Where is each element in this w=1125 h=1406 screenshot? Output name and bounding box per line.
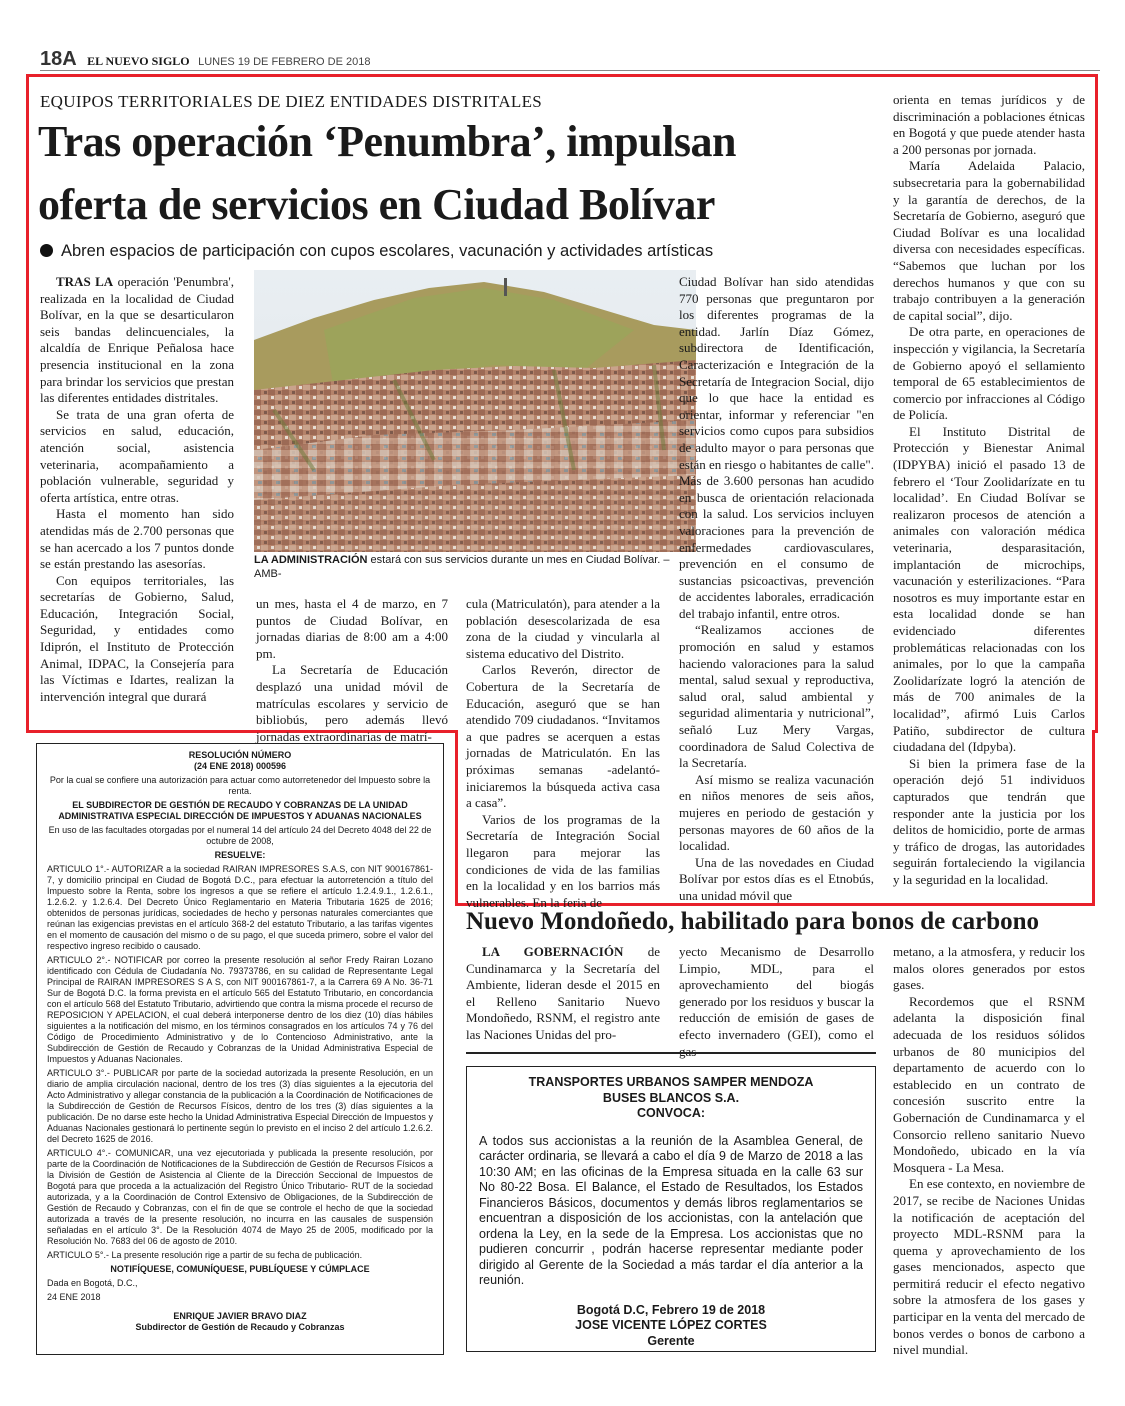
article-column-4 xyxy=(679,274,874,905)
paragraph: “Realizamos acciones de promoción en salud y estamos haciendo valoraciones para la salud mental, salud sexual y reproductiva, salud oral, salud ambiental y seguridad alimentaria y nutricional”, señaló Luz Mery Vargas, coordinadora de Salud Colectiva de la Secretaría. xyxy=(679,622,874,771)
header-rule xyxy=(40,70,1100,71)
resolution-given: Dada en Bogotá, D.C., xyxy=(47,1278,138,1288)
paragraph: María Adelaida Palacio, subsecretaria para la gobernabilidad y la garantía de derechos, de la Secretaría de Gobierno, aseguró que Ciudad Bolívar es una localidad diversa con necesidades específicas. “Sabemos que luchan por los derechos humanos y que con su trabajo contribuyen a la generación de capital social”, dijo. xyxy=(893,158,1085,323)
article-column-3 xyxy=(466,596,660,911)
paragraph-text: operación 'Penumbra', realizada en la localidad de Ciudad Bolívar, en la que se desarticularon seis bandas delincuenciales, la alcaldía de Enrique Peñalosa hace presencia institucional en la zona para brindar los servicios que prestan las diferentes entidades distritales. xyxy=(40,274,234,406)
resolution-closing: NOTIFÍQUESE, COMUNÍQUESE, PUBLÍQUESE Y CÚMPLACE xyxy=(110,1264,370,1274)
masthead: EL NUEVO SIGLO xyxy=(87,54,190,68)
notice-signer: JOSE VICENTE LÓPEZ CORTES xyxy=(575,1318,767,1332)
resolution-title: RESOLUCIÓN NÚMERO xyxy=(188,750,292,760)
paragraph: Con equipos territoriales, las secretarías de Gobierno, Salud, Educación, Integración Social, Seguridad, y entidades como Idiprón, el Instituto de Protección Animal, IDPAC, la Consejería para las Víctimas e Idartes, realizan la intervención integral que durará xyxy=(40,572,234,704)
paragraph: La Secretaría de Educación desplazó una unidad móvil de matrículas escolares y servicio de bibliobús, pero además llevó jornadas extraordinarias de matrí- xyxy=(256,662,448,744)
notice-company-2: BUSES BLANCOS S.A. xyxy=(602,1090,740,1105)
paragraph: Varios de los programas de la Secretaría de Integración Social llegaron para mejorar las condiciones de vida de las familias en la localidad y en los barrios más vulnerables. En la feria de xyxy=(466,811,660,910)
article2-column-2 xyxy=(679,944,874,1060)
notice-role: Gerente xyxy=(647,1333,695,1348)
notice-body: A todos sus accionistas a la reunión de la Asamblea General, de carácter ordinaria, se llevará a cabo el día 9 de Marzo de 2018 a las 10:30 AM; en las oficinas de la Empresa situada en la calle 63 sur No 80-22 Bosa. El Balance, el Estado de Resultados, los Estados Financieros Básicos, documentos y demás libros reglamentarios se encuentran a disposición de los accionistas, con la antelación que ordena la Ley, en la sede de la Empresa. Los accionistas que no pudieren concurrir , podrán hacerse representar mediante poder dirigido al Gerente de la Sociedad a más tardar el día anterior a la reunión. xyxy=(479,1133,863,1287)
resolution-article-2: ARTICULO 2°.- NOTIFICAR por correo la presente resolución al señor Fredy Rairan Lozano identificado con Cédula de Ciudadanía No. 79373786, en su calidad de Representante Legal Principal de RAIRAN IMPRESORES S A S, con NIT 900167861-7, a la Carrera 69 A No. 36-71 Sur de Bogotá D.C. la forma prevista en el artículo 565 del Estatuto Tributario, en concordancia con el artículo 568 del Estatuto Tributario, advirtiendo que contra la misma procede el recurso de REPOSICION Y APELACION, el cual deberá interponerse dentro de los diez (10) días hábiles siguientes a la notificación del mismo, en los términos consagrados en los artículos 74 y 76 del Código de Procedimiento Administrativo y de lo Contencioso Administrativo, ante la Subdirección de Gestión de Recaudo y Cobranzas de la Unidad Administrativa Especial de Impuestos y Aduanas Nacionales. xyxy=(47,955,433,1064)
deck-text: Abren espacios de participación con cupos escolares, vacunación y actividades artísticas xyxy=(61,242,714,260)
notice-place-date: Bogotá D.C, Febrero 19 de 2018 xyxy=(576,1302,766,1317)
resolution-article-5: ARTICULO 5°.- La presente resolución rige a partir de su fecha de publicación. xyxy=(47,1250,363,1260)
paragraph: un mes, hasta el 4 de marzo, en 7 puntos de Ciudad Bolívar, en jornadas diarias de 8:00 am a 4:00 pm. xyxy=(256,596,448,661)
resolution-article-4: ARTICULO 4°.- COMUNICAR, una vez ejecutoriada y publicada la presente resolución, por parte de la Coordinación de Notificaciones de la Subdirección de Gestión de Recursos Físicos a la División de Gestión de Asistencia al Cliente de la Dirección Seccional de Impuestos de Bogotá para que proceda a la actualización del Registro Único Tributario- RUT de la sociedad autorizada, y a la Coordinación de Control Extensivo de Obligaciones, de la Subdirección de Gestión de Recaudo y Cobranzas, con el fin de que se controle el hecho de que la sociedad autorizada a través de la presente resolución, no incurra en las causales de suspensión señaladas en el artículo 3°. De la Resolución 4074 de Mayo 25 de 2005, modificado por la Resolución No. 7683 del 06 de agosto de 2010. xyxy=(47,1148,433,1246)
paragraph: cula (Matriculatón), para atender a la población desescolarizada de esa zona de la ciudad y vincularla al sistema educativo del Distrito. xyxy=(466,596,660,661)
paragraph: Así mismo se realiza vacunación en niños menores de seis años, mujeres en periodo de gestación y personas mayores de 60 años de la localidad. xyxy=(679,771,874,854)
article-photo xyxy=(254,270,696,552)
shareholder-meeting-notice xyxy=(466,1066,876,1352)
article-column-2 xyxy=(256,596,448,745)
page-header xyxy=(40,48,370,71)
photo-caption xyxy=(254,554,696,581)
page-number: 18A xyxy=(40,48,77,70)
caption-lead: LA ADMINISTRACIÓN xyxy=(254,554,368,566)
article2-column-1 xyxy=(466,944,660,1044)
paragraph: Carlos Reverón, director de Cobertura de la Secretaría de Educación, aseguró que se han atendido 709 ciudadanos. “Invitamos a que padres se acerquen a estas jornadas de Matriculatón. En las próximas semanas -adelantó- iniciaremos la búsqueda activa casa a casa”. xyxy=(466,662,660,811)
highlight-frame-right xyxy=(1092,730,1095,906)
resolution-authority: EL SUBDIRECTOR DE GESTIÓN DE RECAUDO Y COBRANZAS DE LA UNIDAD ADMINISTRATIVA ESPECIAL DIRECCIÓN DE IMPUESTOS Y ADUANAS NACIONALES xyxy=(58,800,422,821)
paragraph-text: de Cundinamarca y la Secretaría del Ambiente, lideran desde el 2015 en el Relleno Sanitario Nuevo Mondoñedo, RSNM, el registro ante las Naciones Unidas del pro- xyxy=(466,944,660,1042)
paragraph: Recordemos que el RSNM adelanta la disposición final adecuada de los residuos sólidos urbanos de 80 municipios del departamento de acuerdo con lo establecido en un contrato de concesión suscrito entre la Gobernación de Cundinamarca y el Consorcio relleno sanitario Nuevo Mondoñedo, ubicado en la vía Mosquera - La Mesa. xyxy=(893,993,1085,1175)
paragraph: El Instituto Distrital de Protección y Bienestar Animal (IDPYBA) inició el pasado 13 de febrero el ‘Tour Zoolidarízate en tu localidad’. En Ciudad Bolívar se realizaron procesos de atención a animales con valoración médica veterinaria, desparasitación, implantación de microchips, vacunación y esterilizaciones. “Para nosotros es muy importante estar en esta localidad donde se han evidenciado diferentes problemáticas relacionadas con los animales, por lo que la campaña Zoolidarízate logró la atención de más de 700 animales de la localidad”, afirmó Luis Carlos Patiño, subdirector de cultura ciudadana del (Idpyba). xyxy=(893,423,1085,755)
paragraph: metano, a la atmosfera, y reducir los malos olores generados por estos gases. xyxy=(893,944,1085,993)
lead-in: TRAS LA xyxy=(56,274,114,289)
resolution-number: (24 ENE 2018) 000596 xyxy=(193,761,287,771)
paragraph: De otra parte, en operaciones de inspección y vigilancia, la Secretaría de Gobierno apoyó el sellamiento temporal de 65 establecimientos de comercio por infracciones al Código de Policía. xyxy=(893,324,1085,423)
resolution-signer: ENRIQUE JAVIER BRAVO DIAZ xyxy=(173,1311,307,1321)
resolution-article-1: ARTICULO 1°.- AUTORIZAR a la sociedad RAIRAN IMPRESORES S.A.S, con NIT 900167861-7, y domicilio principal en Ciudad de Bogotá D.C., para efectuar la autorretención a título del Impuesto sobre la Renta, sobre los ingresos a que se refiere el artículo 1.2.4.9.1., 1.2.6.1., 1.2.6.2. y 1.2.6.4. Del Decreto Único Reglamentario en Materia Tributaria 1625 de 2016; obtenidos de personas jurídicas, sociedades de hecho y personas naturales comerciantes que reúnan las exigencias previstas en el artículo 368-2 del estatuto Tributario, a las tarifas vigentes en el momento de causación del mismo o de su pago, el que suceda primero, sobre el valor del respectivo ingreso recibido o causado. xyxy=(47,864,433,951)
resolution-intro: Por la cual se confiere una autorización para actuar como autorretenedor del Impuesto sobre la renta. xyxy=(49,775,431,796)
article2-headline: Nuevo Mondoñedo, habilitado para bonos de carbono xyxy=(466,908,1040,935)
paragraph: Una de las novedades en Ciudad Bolívar por estos días es el Etnobús, una unidad móvil que xyxy=(679,854,874,903)
paragraph xyxy=(466,944,660,1044)
notice-company: TRANSPORTES URBANOS SAMPER MENDOZA xyxy=(528,1075,814,1089)
article-column-1 xyxy=(40,274,234,705)
paragraph: Ciudad Bolívar han sido atendidas 770 personas que preguntaron por los diferentes programas de la entidad. Jarlín Díaz Gómez, subdirectora de Identificación, Caracterización e Integración de la Secretaría de Integracion Social, dijo que lo que hace la entidad es orientar, informar y referenciar "en servicios como cupos para subsidios de adulto mayor o para personas que están en riesgo o habitantes de calle". Más de 3.600 personas han acudido en busca de orientación relacionada con la salud. Los servicios incluyen valoraciones para la prevención de enfermedades cardiovasculares, prevención en el consumo de sustancias psicoactivas, prevención de accidentes laborales, erradicación del trabajo infantil, entre otros. xyxy=(679,274,874,621)
caption-text: estará con sus servicios durante un mes en Ciudad Bolívar. –AMB- xyxy=(254,554,670,580)
bullet-icon xyxy=(40,244,53,257)
article-kicker: EQUIPOS TERRITORIALES DE DIEZ ENTIDADES DISTRITALES xyxy=(40,92,543,111)
resolution-given-date: 24 ENE 2018 xyxy=(47,1292,101,1302)
paragraph xyxy=(40,274,234,407)
resolution-article-3: ARTICULO 3°.- PUBLICAR por parte de la sociedad autorizada la presente Resolución, en un diario de amplia circulación nacional, dentro de los tres (3) días siguientes a la ejecutoria del Acto Administrativo y allegar constancia de la publicación a la Coordinación de Notificaciones de la Subdirección de Gestión de Recursos Físicos, dentro de los tres (3) días siguientes a la publicación. De no darse este hecho la Unidad Administrativa Especial Dirección de Impuestos y Aduanas Nacionales gestionará lo pertinente según lo previsto en el inciso 2 del artículo 1.2.6.2. del Decreto 1625 de 2016. xyxy=(47,1068,433,1144)
paragraph: Se trata de una gran oferta de servicios en salud, educación, atención social, asistencia veterinaria, acompañamiento a población vulnerable, seguridad y oferta artística, entre otras. xyxy=(40,406,234,505)
lead-in: LA GOBERNACIÓN xyxy=(482,944,624,959)
resolution-resuelve: RESUELVE: xyxy=(214,850,266,860)
paragraph: orienta en temas jurídicos y de discriminación a poblaciones étnicas en Bogotá y que puede atender hasta a 200 personas por jornada. xyxy=(893,92,1085,157)
article-headline-line2: oferta de servicios en Ciudad Bolívar xyxy=(38,180,715,229)
resolution-notice xyxy=(36,743,444,1355)
divider xyxy=(466,1052,876,1054)
article-column-5 xyxy=(893,92,1085,889)
issue-date: LUNES 19 DE FEBRERO DE 2018 xyxy=(198,56,371,68)
resolution-signer-title: Subdirector de Gestión de Recaudo y Cobranzas xyxy=(135,1322,345,1332)
notice-convoca: CONVOCA: xyxy=(636,1106,706,1120)
paragraph: yecto Mecanismo de Desarrollo Limpio, MDL, para el aprovechamiento del biogás generado por los residuos y buscar la reducción de emisión de gases de efecto invernadero (GEI), como el xyxy=(679,944,874,1042)
hillside-houses-image xyxy=(254,270,696,552)
article-headline-line1: Tras operación ‘Penumbra’, impulsan xyxy=(38,117,736,166)
article-deck xyxy=(40,242,880,261)
paragraph: Si bien la primera fase de la operación dejó 51 individuos capturados que tendrán que responder ante la justicia por los delitos de homicidio, porte de armas y tráfico de drogas, las autoridades seguirán fortaleciendo la vigilancia y la seguridad en la localidad. xyxy=(893,755,1085,887)
resolution-faculties: En uso de las facultades otorgadas por el numeral 14 del artículo 24 del Decreto 4048 del 22 de octubre de 2008, xyxy=(48,825,432,846)
highlight-frame-step xyxy=(455,730,458,906)
paragraph: En ese contexto, en noviembre de 2017, se recibe de Naciones Unidas la notificación de aceptación del proyecto MDL-RSNM para la quema y aprovechamiento de los gases mencionados, aspecto que permitirá reducir el efecto negativo sobre la atmosfera de los gases y participar en la venta del mercado de bonos verdes o bonos de carbono a nivel mundial. xyxy=(893,1176,1086,1358)
article2-column-3 xyxy=(893,944,1085,1359)
paragraph: Hasta el momento han sido atendidas más de 2.700 personas que se han acercado a los 7 puntos donde se están prestando las asesorías. xyxy=(40,506,234,572)
